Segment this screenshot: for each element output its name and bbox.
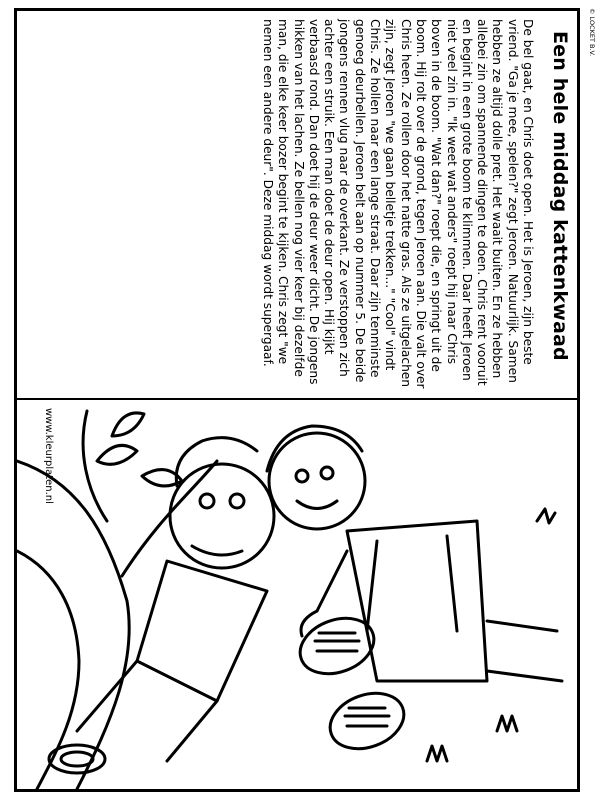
grass-tuft	[497, 716, 517, 731]
chris-mouth	[192, 546, 242, 555]
jeroen-eye	[321, 467, 333, 479]
jeroen-arm	[317, 551, 347, 611]
grass-tuft	[537, 509, 555, 523]
jeroen-overall-strap	[367, 536, 457, 631]
shoe-sole	[322, 684, 411, 759]
story-title: Een hele middag kattenkwaad	[549, 31, 571, 361]
log-rings	[49, 745, 105, 773]
story-panel-rotated	[17, 11, 577, 397]
shoe-tread	[315, 633, 359, 651]
story-panel	[17, 11, 577, 397]
chris-leg	[167, 701, 217, 761]
copyright-text: © LOCKET B.V.	[588, 8, 596, 57]
leaf-shape	[97, 445, 137, 464]
jeroen-head	[269, 433, 365, 529]
log-rings-inner	[61, 752, 93, 766]
illustration-panel	[17, 401, 577, 789]
jeroen-leg	[487, 621, 562, 681]
grass-tuft	[427, 746, 447, 761]
chris-head	[170, 464, 274, 568]
chris-leg	[77, 661, 137, 731]
website-text: www.kleurplaten.nl	[43, 408, 54, 504]
tree-branch-shape	[83, 411, 107, 521]
website-area	[16, 400, 56, 790]
chris-eye	[200, 494, 214, 508]
copyright-area	[580, 8, 598, 168]
jeroen-eye	[296, 470, 308, 482]
leaf-shape	[112, 413, 144, 436]
chris-eye	[230, 494, 244, 508]
shoe-tread	[345, 708, 389, 726]
jeroen-mouth	[297, 501, 337, 509]
story-text: De bel gaat, en Chris doet open. Het is Jeroen, zijn beste vriend. "Ga je mee, spelen?" zegt Jeroen. Natuurlijk. Samen hebben ze altijd dolle pret. Het waait buiten. En ze hebben allebei zin om spannende dingen te doen. Chris rent vooruit en begint in een grote boom te klimmen. Daar heeft Jeroen niet veel zin in. "Ik weet wat anders" roept hij naar Chris boven in de boom. "Wat dan?" roept die, en springt uit de boom. Hij rolt over de grond, tegen Jeroen aan. Die valt over Chris heen. Ze rollen door het natte gras. Als ze uitgelachen zijn, zegt Jeroen "we gaan belletje trekken..." "Cool" vindt Chris. Ze hollen naar een lange straat. Daar zijn tenminste genoeg deurbellen. Jeroen belt aan op nummer 5. De beide jongens rennen vlug naar de overkant. Ze verstoppen zich achter een struik. Een man doet de deur open. Hij kijkt verbaasd rond. Dan doet hij de deur weer dicht. De jongens hikken van het lachen. Ze bellen nog vier keer bij dezelfde man, die elke keer bozer begint te kijken. Chris zegt "we nemen een andere deur". Deze middag wordt supergaaf.	[260, 19, 535, 389]
coloring-illustration	[17, 401, 577, 789]
panel-divider	[16, 398, 578, 400]
chris-body	[137, 561, 267, 701]
